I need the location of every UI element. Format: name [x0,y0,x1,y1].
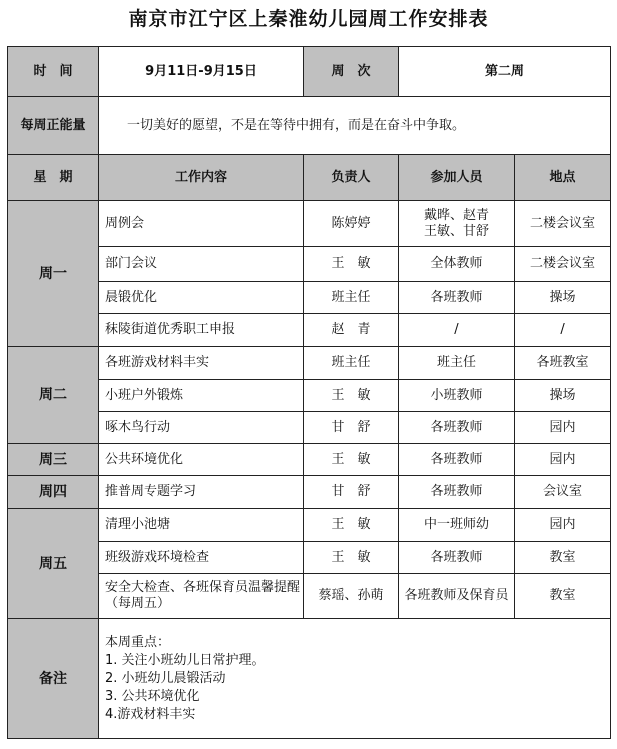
column-header-row [8,155,611,201]
owner-cell: 王 敏 [304,542,399,574]
motto-text: 一切美好的愿望，不是在等待中拥有，而是在奋斗中争取。 [99,97,611,155]
place-cell: / [515,314,611,347]
table-row [8,542,611,574]
day-friday: 周五 [8,509,99,619]
task-cell: 秣陵街道优秀职工申报 [99,314,304,347]
day-monday: 周一 [8,201,99,347]
owner-cell: 甘 舒 [304,412,399,444]
table-row [8,509,611,542]
table-row [8,574,611,619]
place-cell: 各班教室 [515,347,611,380]
place-cell: 操场 [515,282,611,314]
participants-cell: 各班教师 [399,282,515,314]
place-cell: 二楼会议室 [515,247,611,282]
notes-line: 3. 公共环境优化 [105,688,200,704]
place-cell: 园内 [515,412,611,444]
table-row [8,314,611,347]
task-cell: 晨锻优化 [99,282,304,314]
participants-cell: 各班教师 [399,542,515,574]
notes-line: 本周重点： [105,634,171,650]
week-value: 第二周 [399,47,611,97]
notes-content [99,619,611,739]
place-cell: 园内 [515,509,611,542]
owner-cell: 王 敏 [304,509,399,542]
col-participants: 参加人员 [399,155,515,201]
motto-label: 每周正能量 [8,97,99,155]
week-label: 周 次 [304,47,399,97]
participants-cell: 中一班师幼 [399,509,515,542]
participants-cell: 各班教师 [399,476,515,509]
participants-cell: / [399,314,515,347]
place-cell: 会议室 [515,476,611,509]
col-task: 工作内容 [99,155,304,201]
col-owner: 负责人 [304,155,399,201]
notes-label: 备注 [8,619,99,739]
participants-cell: 各班教师及保育员 [399,574,515,619]
owner-cell: 王 敏 [304,380,399,412]
table-row [8,201,611,247]
task-cell: 周例会 [99,201,304,247]
participants-cell: 各班教师 [399,412,515,444]
task-cell: 推普周专题学习 [99,476,304,509]
participants-cell: 全体教师 [399,247,515,282]
time-row [8,47,611,97]
page-title: 南京市江宁区上秦淮幼儿园周工作安排表 [128,8,489,30]
table-row [8,412,611,444]
owner-cell: 王 敏 [304,444,399,476]
task-cell: 班级游戏环境检查 [99,542,304,574]
task-cell: 小班户外锻炼 [99,380,304,412]
task-cell: 部门会议 [99,247,304,282]
schedule-table [7,46,611,739]
participants-cell: 小班教师 [399,380,515,412]
day-thursday: 周四 [8,476,99,509]
day-wednesday: 周三 [8,444,99,476]
table-row [8,347,611,380]
owner-cell: 班主任 [304,282,399,314]
owner-cell: 班主任 [304,347,399,380]
place-cell: 园内 [515,444,611,476]
time-value: 9月11日-9月15日 [99,47,304,97]
notes-row [8,619,611,739]
table-row [8,444,611,476]
task-cell: 清理小池塘 [99,509,304,542]
notes-line: 1. 关注小班幼儿日常护理。 [105,652,265,668]
time-label: 时 间 [8,47,99,97]
participants-cell: 戴晔、赵青 王敏、甘舒 [399,201,515,247]
participants-cell: 班主任 [399,347,515,380]
notes-line: 2. 小班幼儿晨锻活动 [105,670,226,686]
task-cell: 各班游戏材料丰实 [99,347,304,380]
col-place: 地点 [515,155,611,201]
owner-cell: 甘 舒 [304,476,399,509]
owner-cell: 赵 青 [304,314,399,347]
task-cell: 啄木鸟行动 [99,412,304,444]
motto-row [8,97,611,155]
table-row [8,380,611,412]
table-row [8,282,611,314]
place-cell: 教室 [515,574,611,619]
place-cell: 二楼会议室 [515,201,611,247]
task-cell: 公共环境优化 [99,444,304,476]
col-weekday: 星 期 [8,155,99,201]
owner-cell: 蔡瑶、孙萌 [304,574,399,619]
notes-line: 4.游戏材料丰实 [105,706,196,722]
table-row [8,247,611,282]
place-cell: 操场 [515,380,611,412]
owner-cell: 陈婷婷 [304,201,399,247]
table-row [8,476,611,509]
owner-cell: 王 敏 [304,247,399,282]
participants-cell: 各班教师 [399,444,515,476]
day-tuesday: 周二 [8,347,99,444]
task-cell: 安全大检查、各班保育员温馨提醒（每周五） [99,574,304,619]
place-cell: 教室 [515,542,611,574]
